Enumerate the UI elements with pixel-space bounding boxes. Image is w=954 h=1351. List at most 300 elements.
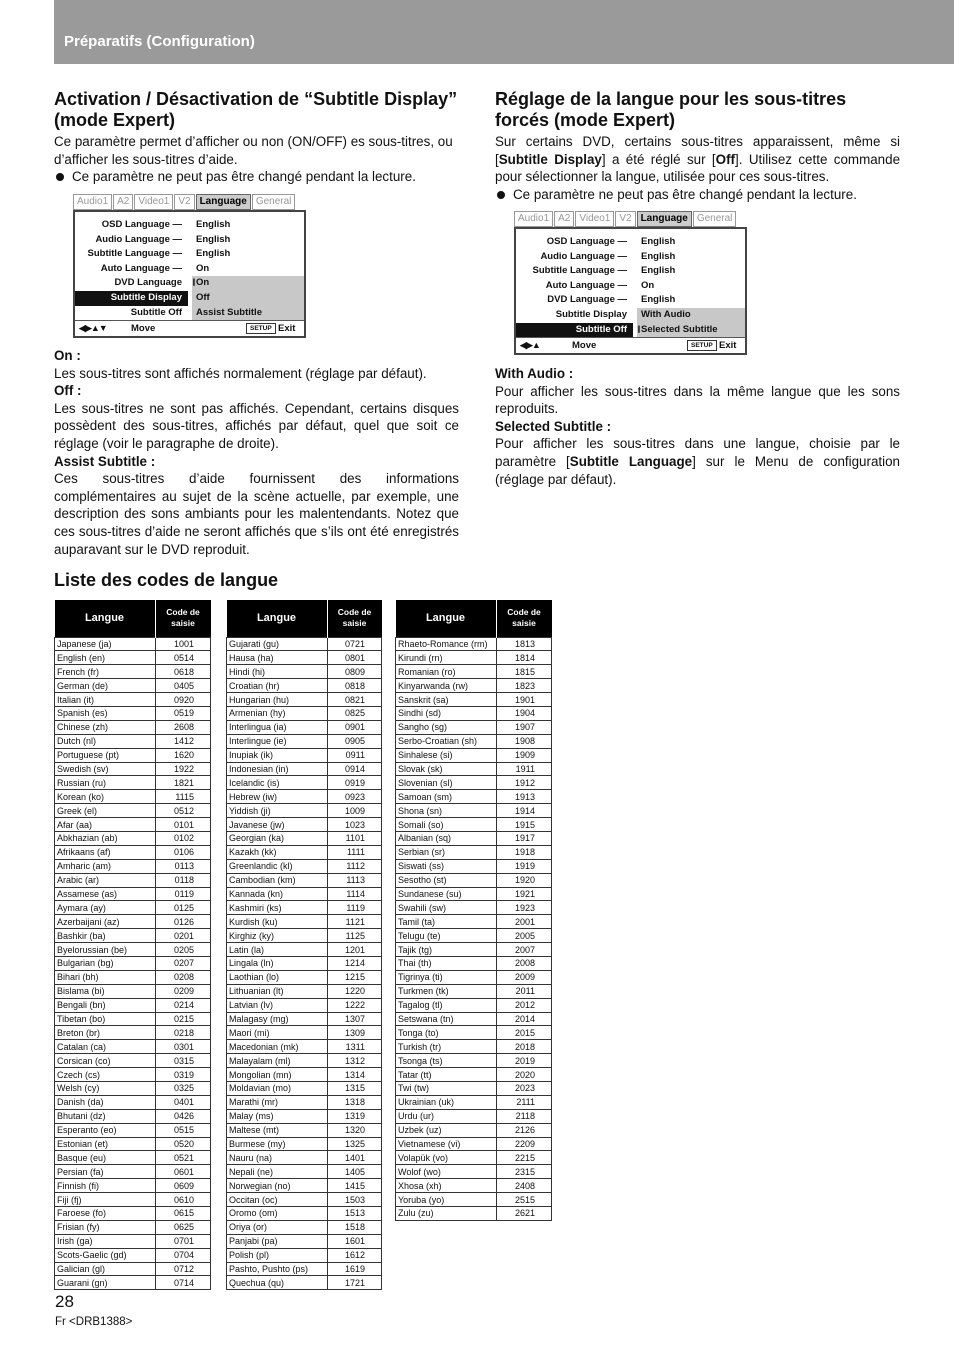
language-code: 0214 [155,998,211,1012]
table-row [396,637,552,651]
table-row [227,1123,382,1137]
osd-option[interactable]: Selected Subtitle [641,323,718,335]
language-name: Malayalam (ml) [227,1054,328,1068]
language-name: Kurdish (ku) [227,915,328,929]
table-row [55,984,211,998]
language-code: 1325 [327,1137,382,1151]
def-term-selected: Selected Subtitle : [495,418,612,434]
table-row [396,665,552,679]
language-code: 2012 [496,998,552,1012]
language-code: 1214 [327,956,382,970]
language-code: 1401 [327,1151,382,1165]
language-name: Tigrinya (ti) [396,970,497,984]
language-code: 2023 [496,1082,552,1096]
language-name: Italian (it) [55,693,156,707]
table-row [396,859,552,873]
language-name: Croatian (hr) [227,679,328,693]
language-name: Afar (aa) [55,818,156,832]
header-langue: Langue [55,600,156,637]
language-code: 1113 [327,873,382,887]
language-code: 1823 [496,679,552,693]
arrow-keys-icon: ◀▶▲▼ [79,323,107,333]
language-name: Thai (th) [396,956,497,970]
table-row [396,873,552,887]
osd-tab[interactable]: Audio1 [73,194,112,210]
language-name: Marathi (mr) [227,1095,328,1109]
language-name: Greenlandic (kl) [227,859,328,873]
language-code: 1215 [327,970,382,984]
language-name: Bashkir (ba) [55,929,156,943]
table-row [227,1262,382,1276]
language-code: 1001 [155,637,211,651]
language-name: Quechua (qu) [227,1276,328,1290]
osd-setting-value: On [196,262,210,274]
language-code: 1125 [327,929,382,943]
language-code: 1023 [327,818,382,832]
language-code: 1115 [155,790,211,804]
header-code: Code de saisie [496,600,552,637]
table-row [396,790,552,804]
osd-setting-label[interactable]: Subtitle Display [110,292,182,303]
language-name: Portuguese (pt) [55,748,156,762]
osd-menu-subtitle-off [514,211,747,355]
language-name: Slovak (sk) [396,762,497,776]
language-name: Bihari (bh) [55,970,156,984]
language-name: Japanese (ja) [55,637,156,651]
table-row [396,887,552,901]
language-code: 1314 [327,1068,382,1082]
language-code: 1315 [327,1082,382,1096]
language-code: 0923 [327,790,382,804]
table-row [396,1054,552,1068]
language-name: Oromo (om) [227,1207,328,1221]
language-name: Faroese (fo) [55,1207,156,1221]
table-row [55,720,211,734]
def-term-assist: Assist Subtitle : [54,453,156,469]
language-code: 1601 [327,1234,382,1248]
language-code: 1412 [155,734,211,748]
language-code: 0301 [155,1040,211,1054]
language-code: 1923 [496,901,552,915]
language-name: Dutch (nl) [55,734,156,748]
table-row [55,1276,211,1290]
table-row [55,818,211,832]
osd-exit-label[interactable]: Exit [719,340,737,351]
language-name: Aymara (ay) [55,901,156,915]
language-code: 0118 [155,873,211,887]
language-code: 1111 [327,845,382,859]
language-name: Uzbek (uz) [396,1123,497,1137]
language-name: Kirghiz (ky) [227,929,328,943]
osd-cursor-icon: ❙ [636,325,642,333]
language-name: Swedish (sv) [55,762,156,776]
table-row [227,1137,382,1151]
osd-setting-label[interactable]: Subtitle Off [130,306,182,318]
language-code: 0825 [327,706,382,720]
language-code: 1917 [496,831,552,845]
table-row [396,1040,552,1054]
right-column [495,89,900,203]
osd-tab[interactable]: V2 [615,211,635,227]
language-code: 0625 [155,1220,211,1234]
table-row [55,1151,211,1165]
table-row [396,1095,552,1109]
table-row [55,943,211,957]
osd-tab[interactable]: Video1 [575,211,614,227]
table-row [55,1248,211,1262]
table-row [396,1026,552,1040]
left-bullet: Ce paramètre ne peut pas être changé pendant la lecture. [54,168,459,186]
language-code: 0119 [155,887,211,901]
language-code: 1612 [327,1248,382,1262]
table-row [55,887,211,901]
table-row [227,1095,382,1109]
language-code: 0521 [155,1151,211,1165]
osd-setting-value: English [641,294,676,306]
language-code: 0201 [155,929,211,943]
table-row [396,1109,552,1123]
language-code: 1319 [327,1109,382,1123]
osd-move-label: Move [131,323,156,334]
language-name: Gujarati (gu) [227,637,328,651]
language-name: Kinyarwanda (rw) [396,679,497,693]
header-code: Code de saisie [155,600,211,637]
table-row [227,1207,382,1221]
table-row [227,845,382,859]
language-name: Basque (eu) [55,1151,156,1165]
language-name: Lingala (ln) [227,956,328,970]
language-code: 0207 [155,956,211,970]
table-row [227,734,382,748]
table-row [227,831,382,845]
language-code: 0914 [327,762,382,776]
language-code: 0818 [327,679,382,693]
table-row [227,1109,382,1123]
table-row [396,693,552,707]
language-name: Abkhazian (ab) [55,831,156,845]
language-name: Korean (ko) [55,790,156,804]
table-row [227,929,382,943]
language-code: 1311 [327,1040,382,1054]
language-name: Tamil (ta) [396,915,497,929]
footnote: Fr <DRB1388> [55,1316,133,1328]
language-name: Nepali (ne) [227,1165,328,1179]
table-row [227,1248,382,1262]
def-term-off: Off : [54,383,82,399]
table-row [227,915,382,929]
table-row [55,748,211,762]
osd-setting-label[interactable]: Audio Language — [540,250,627,262]
language-code: 1222 [327,998,382,1012]
table-row [396,706,552,720]
language-name: Hungarian (hu) [227,693,328,707]
language-code: 2001 [496,915,552,929]
language-name: Swahili (sw) [396,901,497,915]
def-term-on: On : [54,348,81,363]
language-name: Kazakh (kk) [227,845,328,859]
language-name: Scots-Gaelic (gd) [55,1248,156,1262]
table-row [227,1026,382,1040]
section-header [54,0,954,64]
language-code: 0721 [327,637,382,651]
language-code: 1918 [496,845,552,859]
table-row [396,679,552,693]
language-name: Maltese (mt) [227,1123,328,1137]
table-row [396,1193,552,1207]
osd-setting-label[interactable]: DVD Language — [547,294,627,306]
language-name: Tagalog (tl) [396,998,497,1012]
language-name: Amharic (am) [55,859,156,873]
table-row [227,776,382,790]
def-text-with-audio: Pour afficher les sous-titres dans la même langue que les sons reproduits. [495,383,900,417]
language-code: 1518 [327,1220,382,1234]
language-code: 0919 [327,776,382,790]
header-langue: Langue [396,600,497,637]
language-code: 0101 [155,818,211,832]
language-name: Hindi (hi) [227,665,328,679]
table-row [396,804,552,818]
table-row [55,693,211,707]
language-name: Icelandic (is) [227,776,328,790]
table-row [55,762,211,776]
language-name: Vietnamese (vi) [396,1137,497,1151]
language-code: 1307 [327,1012,382,1026]
osd-cursor-icon: ❙ [191,279,197,287]
osd-setting-label[interactable]: Subtitle Language — [532,265,627,277]
table-row [396,776,552,790]
osd-setting-label[interactable]: DVD Language [114,277,182,289]
table-header-row [396,600,552,637]
language-code: 1920 [496,873,552,887]
language-code: 1921 [496,887,552,901]
language-name: Sanskrit (sa) [396,693,497,707]
table-row [227,1179,382,1193]
osd-tab[interactable]: A2 [554,211,574,227]
language-code: 0426 [155,1109,211,1123]
language-name: Armenian (hy) [227,706,328,720]
language-name: Kirundi (rn) [396,651,497,665]
language-code: 1912 [496,776,552,790]
table-row [396,984,552,998]
osd-option[interactable]: With Audio [641,309,691,320]
table-header-row [55,600,211,637]
language-name: Malay (ms) [227,1109,328,1123]
language-name: Mongolian (mn) [227,1068,328,1082]
osd-tab[interactable]: General [693,211,737,227]
osd-tab[interactable]: V2 [174,194,194,210]
table-row [55,1234,211,1248]
table-row [396,845,552,859]
language-name: Kashmiri (ks) [227,901,328,915]
osd-exit-label[interactable]: Exit [278,323,296,334]
osd-setting-label[interactable]: Auto Language — [545,279,627,291]
language-code: 1405 [327,1165,382,1179]
setup-button[interactable]: SETUP [246,323,276,334]
language-name: Guarani (gn) [55,1276,156,1290]
osd-option[interactable]: On [196,277,210,289]
table-row [396,1012,552,1026]
language-name: Sangho (sg) [396,720,497,734]
osd-setting-value: English [196,219,231,230]
table-row [227,1276,382,1290]
table-row [55,956,211,970]
osd-setting-label[interactable]: OSD Language — [101,219,182,230]
osd-tab-bar [73,194,296,210]
table-row [396,915,552,929]
table-row [55,1262,211,1276]
language-code: 2111 [496,1095,552,1109]
language-name: Persian (fa) [55,1165,156,1179]
header-code: Code de saisie [327,600,382,637]
osd-option[interactable]: Assist Subtitle [196,306,262,318]
section-title: Préparatifs (Configuration) [64,33,255,50]
language-code: 2018 [496,1040,552,1054]
osd-setting-value: English [641,265,676,277]
osd-setting-label[interactable]: Audio Language — [95,233,182,245]
language-code: 0512 [155,804,211,818]
osd-setting-label[interactable]: OSD Language — [546,236,627,247]
left-definitions [54,347,459,558]
language-code: 1309 [327,1026,382,1040]
language-code: 2005 [496,929,552,943]
language-code: 2126 [496,1123,552,1137]
language-name: Turkmen (tk) [396,984,497,998]
language-code: 1220 [327,984,382,998]
osd-tab[interactable]: Language [196,194,251,210]
table-row [396,1165,552,1179]
def-text-selected: Pour afficher les sous-titres dans une langue, choisie par le paramètre [Subtitle Language] sur le Menu de configuration (réglage par défaut). [495,436,900,487]
language-code-table-1 [54,600,211,1290]
table-row [227,748,382,762]
osd-setting-label[interactable]: Subtitle Display [555,309,627,320]
table-row [227,720,382,734]
table-row [227,1082,382,1096]
language-name: Irish (ga) [55,1234,156,1248]
language-code: 2008 [496,956,552,970]
osd-tab[interactable]: Language [637,211,692,227]
language-code: 0615 [155,1207,211,1221]
osd-tab[interactable]: A2 [113,194,133,210]
osd-setting-label[interactable]: Auto Language — [100,262,182,274]
language-code: 2515 [496,1193,552,1207]
table-row [55,706,211,720]
table-row [55,1220,211,1234]
language-code: 1114 [327,887,382,901]
osd-tab[interactable]: Video1 [134,194,173,210]
table-row [55,1026,211,1040]
language-code: 1919 [496,859,552,873]
left-heading: Activation / Désactivation de “Subtitle Display” (mode Expert) [54,89,458,130]
table-row [227,956,382,970]
table-row [55,790,211,804]
language-code: 0911 [327,748,382,762]
table-row [55,1123,211,1137]
osd-tab[interactable]: Audio1 [514,211,553,227]
table-row [396,1207,552,1221]
osd-menu-subtitle-display [73,194,306,338]
language-code: 2009 [496,970,552,984]
setup-button[interactable]: SETUP [687,340,717,351]
table-row [227,901,382,915]
language-name: Malagasy (mg) [227,1012,328,1026]
language-code: 0809 [327,665,382,679]
arrow-keys-icon: ◀▶▲ [520,340,540,350]
language-code: 0215 [155,1012,211,1026]
language-code: 0315 [155,1054,211,1068]
osd-setting-label[interactable]: Subtitle Off [575,323,627,335]
table-row [55,1165,211,1179]
osd-tab[interactable]: General [252,194,296,210]
language-code: 0609 [155,1179,211,1193]
language-name: Twi (tw) [396,1082,497,1096]
language-code: 0401 [155,1095,211,1109]
left-intro: Ce paramètre permet d’afficher ou non (ON/OFF) es sous-titres, ou d’afficher les sous-titres d’aide. [54,134,453,167]
language-name: Czech (cs) [55,1068,156,1082]
osd-setting-value: English [641,236,676,247]
language-name: Javanese (jw) [227,818,328,832]
language-name: English (en) [55,651,156,665]
language-name: Volapük (vo) [396,1151,497,1165]
table-row [55,998,211,1012]
language-name: Estonian (et) [55,1137,156,1151]
table-row [55,734,211,748]
language-name: Slovenian (sl) [396,776,497,790]
table-row [396,831,552,845]
table-row [55,1068,211,1082]
table-row [396,762,552,776]
language-name: Sindhi (sd) [396,706,497,720]
language-code: 2014 [496,1012,552,1026]
language-name: Sinhalese (si) [396,748,497,762]
language-name: Assamese (as) [55,887,156,901]
language-code: 1721 [327,1276,382,1290]
language-code: 0610 [155,1193,211,1207]
language-code: 2007 [496,943,552,957]
right-intro: Sur certains DVD, certains sous-titres apparaissent, même si [Subtitle Display] a été réglé sur [Off]. Utilisez cette commande pour sélectionner la langue, utilisée pour ces sous-titres. [495,134,901,185]
osd-panel [514,227,747,355]
table-row [55,1054,211,1068]
language-code: 0325 [155,1082,211,1096]
language-code: 1620 [155,748,211,762]
language-code: 2215 [496,1151,552,1165]
language-code: 0704 [155,1248,211,1262]
language-name: Kannada (kn) [227,887,328,901]
table-row [55,637,211,651]
language-name: Shona (sn) [396,804,497,818]
language-name: Spanish (es) [55,706,156,720]
language-code: 1813 [496,637,552,651]
language-code: 0102 [155,831,211,845]
language-name: Catalan (ca) [55,1040,156,1054]
table-row [55,665,211,679]
osd-setting-label[interactable]: Subtitle Language — [87,248,182,260]
language-code: 2608 [155,720,211,734]
language-name: Sesotho (st) [396,873,497,887]
language-name: Galician (gl) [55,1262,156,1276]
language-name: Bengali (bn) [55,998,156,1012]
table-row [396,1151,552,1165]
language-code: 0125 [155,901,211,915]
language-name: Romanian (ro) [396,665,497,679]
language-name: Wolof (wo) [396,1165,497,1179]
table-row [227,762,382,776]
table-row [55,1012,211,1026]
osd-option[interactable]: Off [196,292,210,303]
table-row [55,873,211,887]
language-name: Setswana (tn) [396,1012,497,1026]
language-name: Burmese (my) [227,1137,328,1151]
language-code: 0405 [155,679,211,693]
